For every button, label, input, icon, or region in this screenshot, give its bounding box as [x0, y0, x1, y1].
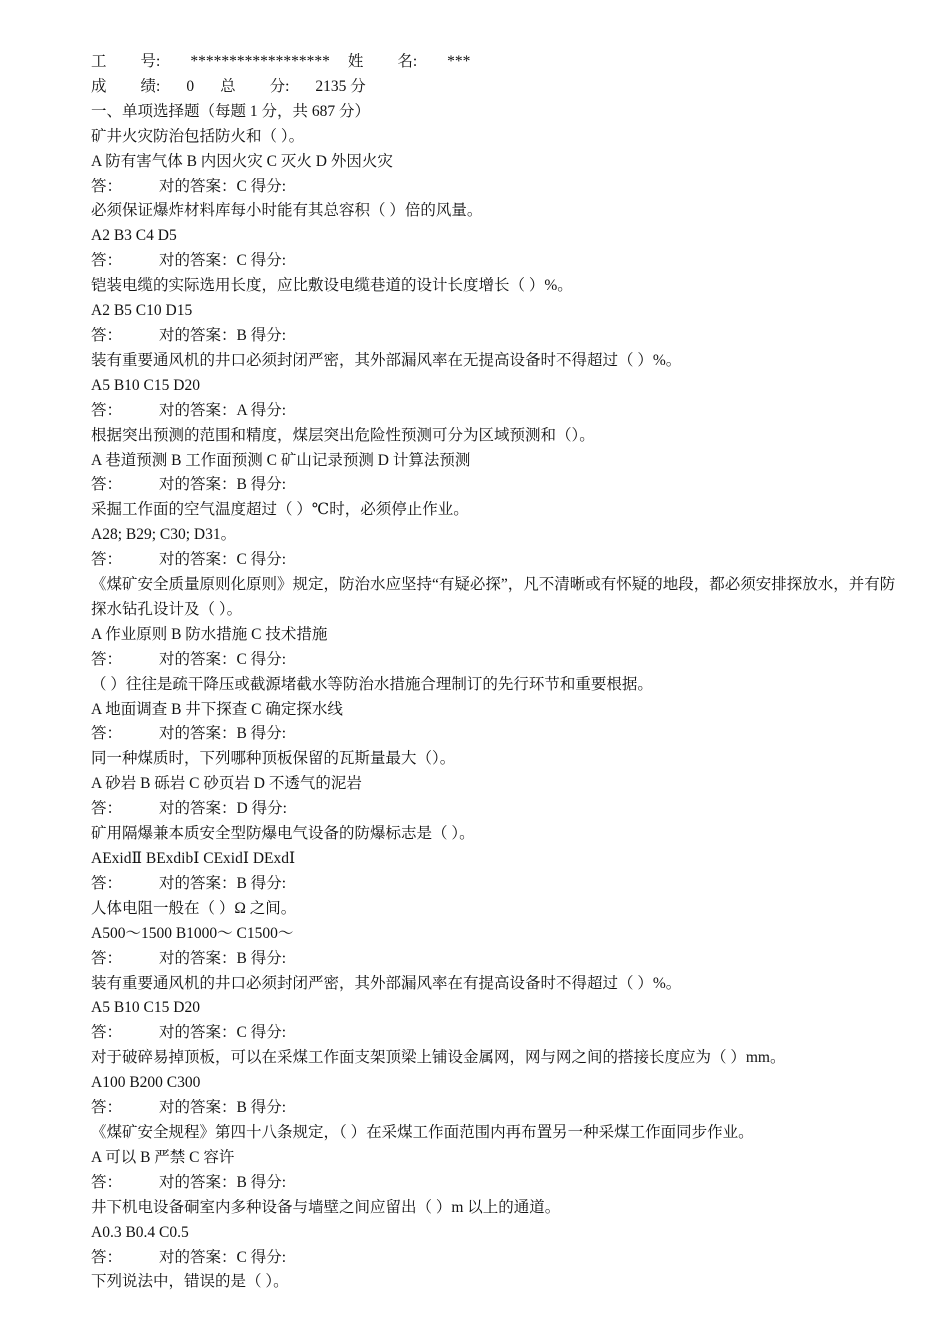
question-options: A2 B5 C10 D15	[91, 302, 193, 320]
question-text: 《煤矿安全规程》第四十八条规定，（ ）在采煤工作面范围内再布置另一种采煤工作面同步作业。	[91, 1123, 754, 1141]
total-label-a: 总	[220, 77, 236, 95]
question-options: A 巷道预测 B 工作面预测 C 矿山记录预测 D 计算法预测	[91, 451, 471, 469]
answer-prefix: 答：	[91, 177, 123, 195]
total-label-b: 分:	[269, 77, 290, 95]
answer-prefix: 答：	[91, 476, 123, 494]
answer-text: 对的答案：B 得分:	[159, 874, 287, 892]
answer-text: 对的答案：B 得分:	[159, 476, 287, 494]
question-item	[91, 274, 904, 349]
question-item	[91, 1270, 904, 1295]
question-item	[91, 573, 904, 673]
question-item	[91, 349, 904, 424]
question-text: 矿用隔爆兼本质安全型防爆电气设备的防爆标志是（ ）。	[91, 825, 475, 843]
answer-row	[91, 473, 904, 498]
question-text: （ ）往往是疏干降压或截源堵截水等防治水措施合理制订的先行环节和重要根据。	[91, 675, 653, 693]
total-value: 2135 分	[315, 77, 366, 95]
question-text: 根据突出预测的范围和精度，煤层突出危险性预测可分为区域预测和（）。	[91, 426, 595, 444]
answer-text: 对的答案：C 得分:	[159, 1248, 287, 1266]
question-text: 铠装电缆的实际选用长度，应比敷设电缆巷道的设计长度增长（ ）%。	[91, 277, 573, 295]
question-options: A100 B200 C300	[91, 1074, 201, 1092]
question-item	[91, 897, 904, 972]
answer-text: 对的答案：B 得分:	[159, 1173, 287, 1191]
question-item	[91, 673, 904, 748]
answer-row	[91, 648, 904, 673]
answer-prefix: 答：	[91, 800, 123, 818]
answer-row	[91, 1171, 904, 1196]
question-text: 装有重要通风机的井口必须封闭严密，其外部漏风率在无提高设备时不得超过（ ）%。	[91, 351, 682, 369]
question-item	[91, 498, 904, 573]
answer-text: 对的答案：C 得分:	[159, 177, 287, 195]
header-row-1	[91, 50, 904, 75]
answer-text: 对的答案：D 得分:	[159, 800, 287, 818]
question-item	[91, 424, 904, 499]
question-options: A500～1500 B1000～ C1500～	[91, 924, 294, 942]
question-options: A 地面调查 B 井下探查 C 确定探水线	[91, 700, 343, 718]
answer-prefix: 答：	[91, 551, 123, 569]
answer-text: 对的答案：B 得分:	[159, 326, 287, 344]
answer-prefix: 答：	[91, 874, 123, 892]
answer-prefix: 答：	[91, 326, 123, 344]
answer-prefix: 答：	[91, 1173, 123, 1191]
question-item	[91, 747, 904, 822]
answer-row	[91, 1096, 904, 1121]
answer-row	[91, 1246, 904, 1271]
question-text: 《煤矿安全质量原则化原则》规定，防治水应坚持“有疑必探”，凡不清晰或有怀疑的地段，都必须安排探放水，并有防探水钻孔设计及（ ）。	[91, 576, 896, 618]
answer-row	[91, 324, 904, 349]
answer-prefix: 答：	[91, 401, 123, 419]
question-options: A28; B29; C30; D31。	[91, 526, 237, 544]
answer-row	[91, 175, 904, 200]
answer-prefix: 答：	[91, 725, 123, 743]
question-item	[91, 125, 904, 200]
answer-prefix: 答：	[91, 1024, 123, 1042]
question-item	[91, 199, 904, 274]
question-options: A5 B10 C15 D20	[91, 376, 200, 394]
answer-prefix: 答：	[91, 252, 123, 270]
answer-prefix: 答：	[91, 650, 123, 668]
question-text: 矿井火灾防治包括防火和（ ）。	[91, 127, 305, 145]
question-list	[91, 125, 904, 1296]
answer-text: 对的答案：B 得分:	[159, 725, 287, 743]
answer-row	[91, 797, 904, 822]
score-value: 0	[186, 77, 195, 95]
question-item	[91, 1046, 904, 1121]
answer-text: 对的答案：B 得分:	[159, 949, 287, 967]
name-label-b: 名:	[397, 53, 418, 70]
answer-text: 对的答案：B 得分:	[159, 1099, 287, 1117]
answer-text: 对的答案：C 得分:	[159, 551, 287, 569]
name-label-a: 姓	[347, 53, 364, 70]
question-options: AExidⅡ BExdibⅠ CExidⅠ DExdⅠ	[91, 850, 296, 867]
answer-row	[91, 548, 904, 573]
question-item	[91, 1196, 904, 1271]
section-title: 一、单项选择题（每题 1 分，共 687 分）	[91, 102, 371, 120]
score-label-b: 绩:	[140, 77, 161, 95]
question-text: 人体电阻一般在（ ）Ω 之间。	[91, 899, 297, 917]
question-options: A0.3 B0.4 C0.5	[91, 1223, 189, 1241]
id-label-a: 工	[91, 53, 107, 70]
answer-text: 对的答案：C 得分:	[159, 1024, 287, 1042]
answer-text: 对的答案：C 得分:	[159, 650, 287, 668]
question-options: A 作业原则 B 防水措施 C 技术措施	[91, 625, 328, 643]
question-options: A2 B3 C4 D5	[91, 227, 177, 245]
question-item	[91, 1121, 904, 1196]
answer-row	[91, 872, 904, 897]
question-item	[91, 822, 904, 897]
answer-row	[91, 722, 904, 747]
id-label-b: 号:	[140, 53, 161, 70]
question-text: 采掘工作面的空气温度超过（ ）℃时，必须停止作业。	[91, 501, 469, 519]
header-row-2	[91, 75, 904, 100]
question-text: 井下机电设备硐室内多种设备与墙壁之间应留出（ ）m 以上的通道。	[91, 1198, 561, 1216]
id-value: ******************	[190, 53, 330, 70]
question-text: 对于破碎易掉顶板，可以在采煤工作面支架顶梁上铺设金属网，网与网之间的搭接长度应为（ ）mm。	[91, 1049, 786, 1067]
question-options: A 防有害气体 B 内因火灾 C 灭火 D 外因火灾	[91, 152, 393, 170]
question-text: 装有重要通风机的井口必须封闭严密，其外部漏风率在有提高设备时不得超过（ ）%。	[91, 974, 682, 992]
question-options: A 砂岩 B 砾岩 C 砂页岩 D 不透气的泥岩	[91, 775, 362, 793]
answer-text: 对的答案：A 得分:	[159, 401, 287, 419]
question-text: 下列说法中，错误的是（ ）。	[91, 1273, 289, 1291]
question-text: 同一种煤质时，下列哪种顶板保留的瓦斯量最大（）。	[91, 750, 456, 768]
question-item	[91, 972, 904, 1047]
answer-prefix: 答：	[91, 1248, 123, 1266]
answer-row	[91, 249, 904, 274]
answer-row	[91, 399, 904, 424]
answer-prefix: 答：	[91, 949, 123, 967]
answer-row	[91, 1021, 904, 1046]
question-options: A5 B10 C15 D20	[91, 999, 200, 1017]
score-label-a: 成	[91, 77, 107, 95]
question-text: 必须保证爆炸材料库每小时能有其总容积（ ）倍的风量。	[91, 202, 483, 220]
answer-row	[91, 947, 904, 972]
answer-text: 对的答案：C 得分:	[159, 252, 287, 270]
question-options: A 可以 B 严禁 C 容许	[91, 1148, 235, 1166]
answer-prefix: 答：	[91, 1099, 123, 1117]
name-value: ***	[447, 53, 471, 70]
